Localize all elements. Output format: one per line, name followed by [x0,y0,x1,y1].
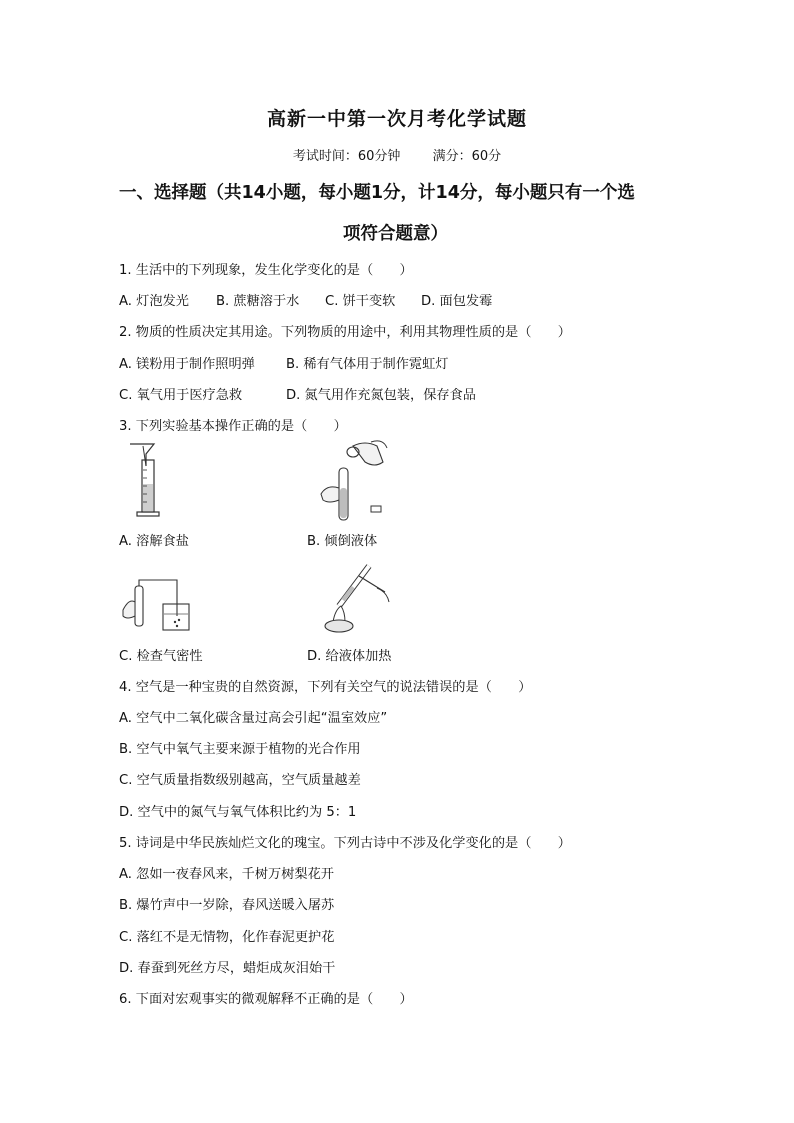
q1-stem: 1. 生活中的下列现象，发生化学变化的是（ ） [119,263,413,278]
q3-option-d: D. 给液体加热 [307,649,392,664]
q2-option-d: D. 氮气用作充氮包装，保存食品 [286,388,476,403]
section-heading-line1: 一、选择题（共14小题，每小题1分，计14分，每小题只有一个选 [119,183,635,203]
page-title: 高新一中第一次月考化学试题 [266,108,527,130]
q5-option-d: D. 春蚕到死丝方尽，蜡炬成灰泪始干 [119,961,336,976]
figure-heat-liquid [315,562,395,636]
q1-option-b: B. 蔗糖溶于水 [216,294,300,309]
q4-option-a: A. 空气中二氧化碳含量过高会引起“温室效应” [119,711,388,726]
q1-option-a: A. 灯泡发光 [119,294,189,309]
q2-option-c: C. 氧气用于医疗急救 [119,388,243,403]
q3-option-c: C. 检查气密性 [119,649,203,664]
q5-option-b: B. 爆竹声中一岁除，春风送暖入屠苏 [119,898,335,913]
q5-option-c: C. 落红不是无情物，化作春泥更护花 [119,930,335,945]
q2-option-b: B. 稀有气体用于制作霓虹灯 [286,357,449,372]
q3-option-a: A. 溶解食盐 [119,534,189,549]
q2-stem: 2. 物质的性质决定其用途。下列物质的用途中，利用其物理性质的是（ ） [119,325,571,340]
figure-check-airtightness [119,576,194,634]
exam-meta [0,145,794,164]
exam-time: 考试时间：60分钟 [292,149,401,164]
q3-stem: 3. 下列实验基本操作正确的是（ ） [119,419,347,434]
q4-stem: 4. 空气是一种宝贵的自然资源，下列有关空气的说法错误的是（ ） [119,680,532,695]
q4-option-b: B. 空气中氧气主要来源于植物的光合作用 [119,742,361,757]
q5-stem: 5. 诗词是中华民族灿烂文化的瑰宝。下列古诗中不涉及化学变化的是（ ） [119,836,571,851]
section-heading-line2: 项符合题意） [343,224,448,244]
q4-option-d: D. 空气中的氮气与氧气体积比约为 5：1 [119,805,357,820]
figure-dissolve-salt [126,440,186,520]
full-score: 满分：60分 [432,149,502,164]
q3-option-b: B. 倾倒液体 [307,534,378,549]
q1-option-c: C. 饼干变软 [325,294,396,309]
figure-pour-liquid [313,438,393,524]
q4-option-c: C. 空气质量指数级别越高，空气质量越差 [119,773,361,788]
q6-stem: 6. 下面对宏观事实的微观解释不正确的是（ ） [119,992,413,1007]
q2-option-a: A. 镁粉用于制作照明弹 [119,357,255,372]
q1-option-d: D. 面包发霉 [421,294,493,309]
q5-option-a: A. 忽如一夜春风来，千树万树梨花开 [119,867,334,882]
